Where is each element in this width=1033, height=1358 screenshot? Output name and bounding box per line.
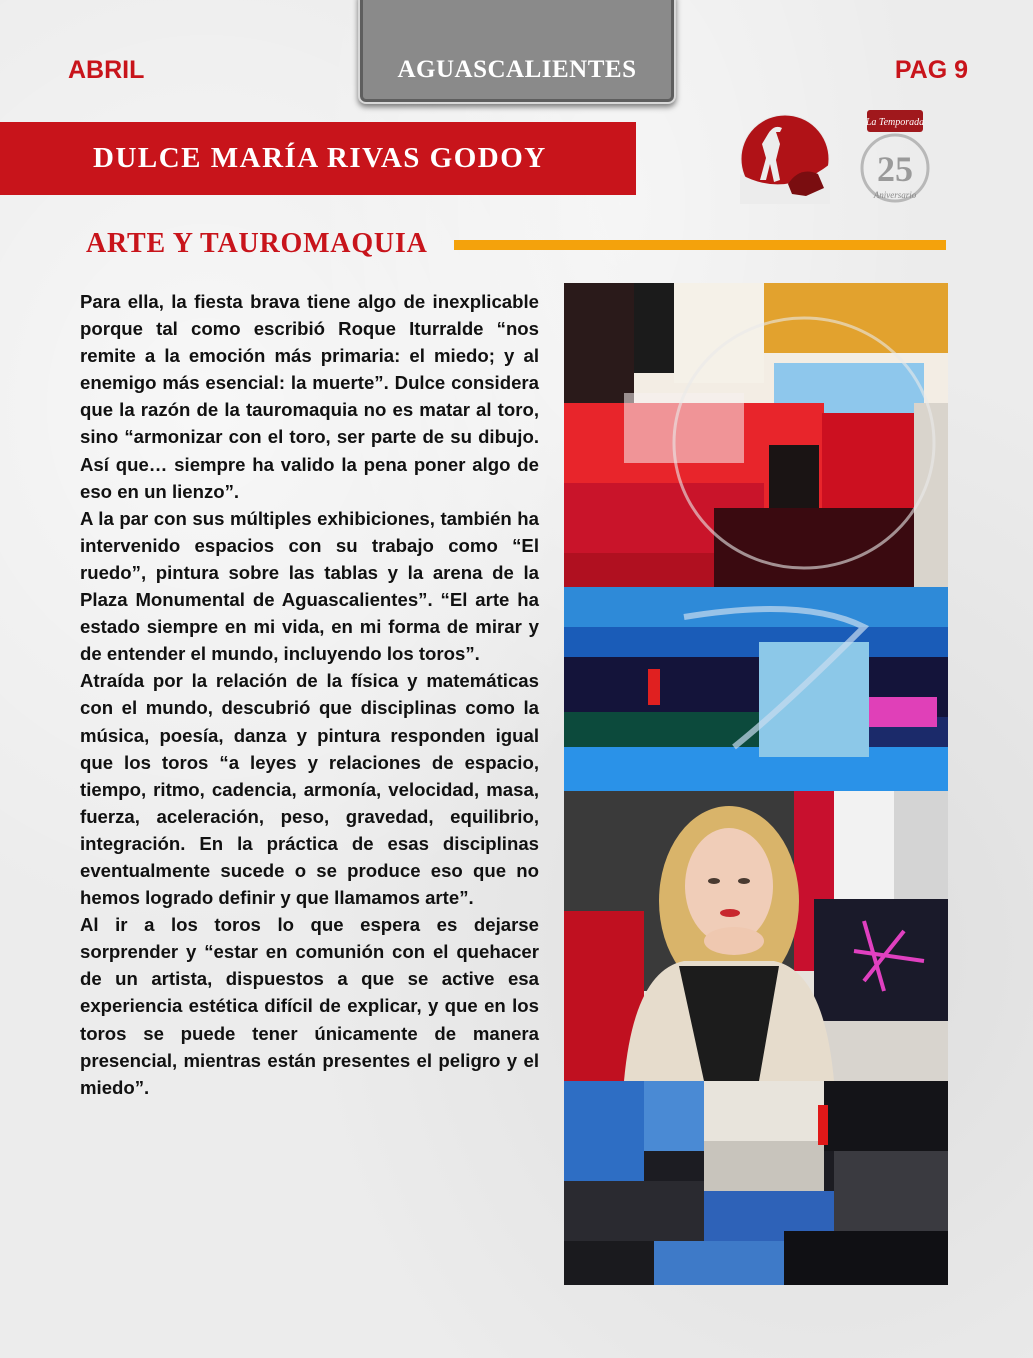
paragraph: Atraída por la relación de la física y matemáticas con el mundo, descubrió que disciplinas como la música, poesía, danza y pintura responden igual que los toros “a leyes y relaciones de espacio, tiempo, ritmo, cadencia, armonía, velocidad, masa, fuerza, aceleración, peso, gravedad, equilibrio, integración. En la práctica de esas disciplinas eventualmente sucede o se produce eso que no hemos logrado definir y que llamamos arte”. [80, 670, 539, 909]
paragraph: Al ir a los toros lo que espera es dejarse sorprender y “estar en comunión con el quehacer de un artista, dispuestos a que se active esa experiencia estética difícil de explicar, y que en los toros se puede tener únicamente de manera presencial, mientras están presentes el peligro y el miedo”. [80, 914, 539, 1098]
title-underline [454, 240, 946, 250]
painting-blue-abstract [564, 587, 948, 791]
month-label: ABRIL [68, 56, 145, 84]
paragraph: Para ella, la fiesta brava tiene algo de inexplicable porque tal como escribió Roque Iturralde “nos remite a la emoción más primaria: el miedo; y al enemigo más esencial: la muerte”. Dulce considera que la razón de la tauromaquia no es matar al toro, sino “armonizar con el toro, ser parte de su dibujo. Así que… siempre ha valido la pena poner algo de eso en un lienzo”. [80, 291, 539, 502]
portrait-photo [564, 791, 948, 1081]
section-title: ARTE Y TAUROMAQUIA [86, 228, 428, 259]
article-body [80, 288, 539, 1101]
anniversary-logo [857, 108, 937, 208]
name-banner [0, 122, 636, 195]
bullfighter-logo [740, 114, 830, 204]
painting-dark-blue-abstract [564, 1081, 948, 1285]
section-tab [358, 0, 676, 104]
page-number: PAG 9 [894, 56, 968, 84]
artist-name: DULCE MARÍA RIVAS GODOY [93, 142, 547, 174]
section-tab-label: AGUASCALIENTES [397, 56, 637, 83]
paragraph: A la par con sus múltiples exhibiciones, también ha intervenido espacios con su trabajo como “El ruedo”, pintura sobre las tablas y la arena de la Plaza Monumental de Aguascalientes”. “El arte ha estado siempre en mi vida, en mi forma de mirar y de entender el mundo, incluyendo los toros”. [80, 507, 539, 665]
painting-red-abstract [564, 283, 948, 587]
logo-brand-text: La Temporada [865, 117, 925, 128]
logo-caption: Aniversario [873, 190, 917, 200]
logo-number: 25 [877, 149, 913, 189]
